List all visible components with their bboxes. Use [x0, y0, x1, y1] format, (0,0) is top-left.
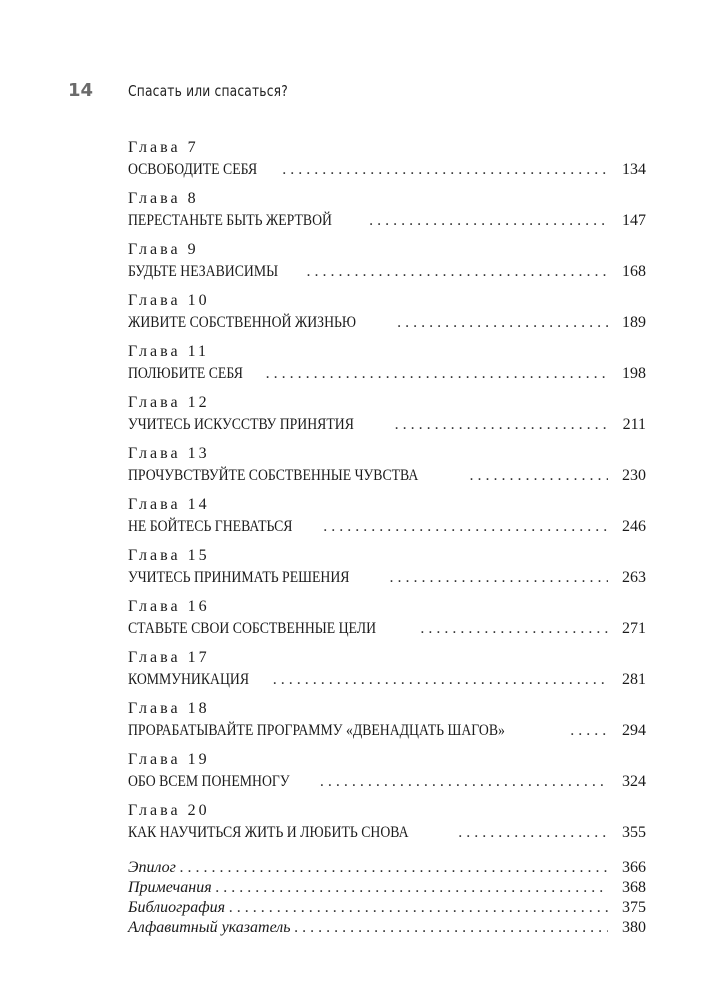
back-matter-page: 375 [622, 899, 646, 916]
chapter-title: ОБО ВСЕМ ПОНЕМНОГУ [128, 773, 290, 790]
toc-entry[interactable] [128, 443, 646, 487]
toc-entry[interactable] [128, 749, 646, 793]
chapter-page: 198 [622, 365, 646, 382]
chapter-label: Глава 19 [128, 751, 210, 768]
chapter-label: Глава 9 [128, 241, 199, 258]
dot-leader [570, 720, 608, 742]
dot-leader [180, 858, 608, 878]
dot-leader [320, 771, 608, 793]
dot-leader [470, 465, 608, 487]
table-of-contents [128, 137, 646, 938]
dot-leader [216, 878, 608, 898]
chapter-title: КАК НАУЧИТЬСЯ ЖИТЬ И ЛЮБИТЬ СНОВА [128, 824, 409, 841]
dot-leader [458, 822, 608, 844]
chapter-page: 168 [622, 263, 646, 280]
chapter-page: 230 [622, 467, 646, 484]
dot-leader [266, 363, 608, 385]
toc-entry[interactable] [128, 858, 646, 878]
chapter-page: 134 [622, 161, 646, 178]
toc-entry[interactable] [128, 545, 646, 589]
chapter-page: 147 [622, 212, 646, 229]
chapter-title: БУДЬТЕ НЕЗАВИСИМЫ [128, 263, 279, 280]
chapter-page: 294 [622, 722, 646, 739]
chapter-page: 271 [622, 620, 646, 637]
dot-leader [307, 261, 608, 283]
toc-entry[interactable] [128, 494, 646, 538]
chapter-title: ПОЛЮБИТЕ СЕБЯ [128, 365, 243, 382]
chapter-title: ЖИВИТЕ СОБСТВЕННОЙ ЖИЗНЬЮ [128, 314, 357, 331]
toc-entry[interactable] [128, 392, 646, 436]
dot-leader [369, 210, 608, 232]
chapter-page: 246 [622, 518, 646, 535]
toc-entry[interactable] [128, 878, 646, 898]
toc-entry[interactable] [128, 239, 646, 283]
toc-entry[interactable] [128, 290, 646, 334]
toc-entry[interactable] [128, 918, 646, 938]
chapter-page: 281 [622, 671, 646, 688]
toc-entry[interactable] [128, 596, 646, 640]
back-matter-title: Алфавитный указатель [128, 919, 291, 936]
running-title: Спасать или спасаться? [128, 82, 288, 100]
chapter-label: Глава 15 [128, 547, 210, 564]
chapter-label: Глава 13 [128, 445, 210, 462]
dot-leader [229, 898, 608, 918]
chapter-page: 324 [622, 773, 646, 790]
chapter-label: Глава 12 [128, 394, 210, 411]
toc-entry[interactable] [128, 647, 646, 691]
chapter-title: СТАВЬТЕ СВОИ СОБСТВЕННЫЕ ЦЕЛИ [128, 620, 377, 637]
dot-leader [295, 918, 608, 938]
dot-leader [273, 669, 608, 691]
chapter-title: УЧИТЕСЬ ПРИНИМАТЬ РЕШЕНИЯ [128, 569, 350, 586]
page-number: 14 [68, 80, 94, 101]
back-matter-page: 366 [622, 859, 646, 876]
chapter-page: 263 [622, 569, 646, 586]
chapter-label: Глава 10 [128, 292, 210, 309]
chapter-label: Глава 14 [128, 496, 210, 513]
toc-entry[interactable] [128, 188, 646, 232]
back-matter-page: 368 [622, 879, 646, 896]
chapter-title: НЕ БОЙТЕСЬ ГНЕВАТЬСЯ [128, 518, 293, 535]
dot-leader [397, 312, 608, 334]
back-matter-title: Эпилог [128, 859, 176, 876]
chapter-title: КОММУНИКАЦИЯ [128, 671, 250, 688]
toc-entry[interactable] [128, 800, 646, 844]
chapter-label: Глава 17 [128, 649, 210, 666]
chapter-title: ПРОЧУВСТВУЙТЕ СОБСТВЕННЫЕ ЧУВСТВА [128, 467, 419, 484]
chapter-page: 211 [622, 416, 646, 433]
chapter-title: ПРОРАБАТЫВАЙТЕ ПРОГРАММУ «ДВЕНАДЦАТЬ ШАГОВ» [128, 722, 505, 739]
chapter-title: ОСВОБОДИТЕ СЕБЯ [128, 161, 258, 178]
dot-leader [395, 414, 608, 436]
chapter-title: УЧИТЕСЬ ИСКУССТВУ ПРИНЯТИЯ [128, 416, 354, 433]
chapter-label: Глава 16 [128, 598, 210, 615]
toc-entry[interactable] [128, 698, 646, 742]
chapter-label: Глава 11 [128, 343, 209, 360]
dot-leader [282, 159, 608, 181]
back-matter-page: 380 [622, 919, 646, 936]
chapter-page: 355 [622, 824, 646, 841]
chapter-title: ПЕРЕСТАНЬТЕ БЫТЬ ЖЕРТВОЙ [128, 212, 332, 229]
chapter-page: 189 [622, 314, 646, 331]
chapter-label: Глава 8 [128, 190, 199, 207]
toc-entry[interactable] [128, 137, 646, 181]
back-matter-title: Библиография [128, 899, 226, 916]
dot-leader [323, 516, 608, 538]
toc-entry[interactable] [128, 341, 646, 385]
dot-leader [420, 618, 608, 640]
toc-entry[interactable] [128, 898, 646, 918]
back-matter-title: Примечания [128, 879, 212, 896]
chapter-label: Глава 7 [128, 139, 199, 156]
page-header [68, 80, 323, 110]
chapter-label: Глава 18 [128, 700, 210, 717]
chapter-label: Глава 20 [128, 802, 210, 819]
back-matter [128, 858, 646, 938]
dot-leader [390, 567, 608, 589]
